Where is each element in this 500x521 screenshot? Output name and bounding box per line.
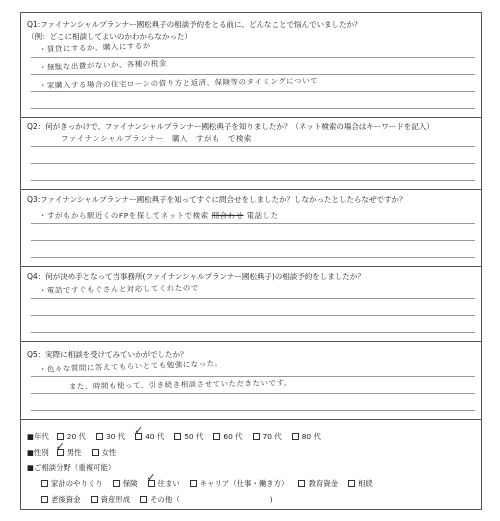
checkbox[interactable] (113, 480, 120, 487)
checkbox[interactable] (348, 480, 355, 487)
question-5: Q5：実際に相談を受けてみていかがでしたか？ (27, 350, 188, 359)
age-option[interactable]: 50 代 (174, 431, 203, 442)
age-option[interactable]: 70 代 (253, 431, 282, 442)
answer-rule (31, 180, 475, 181)
age-option[interactable]: 30 代 (96, 431, 125, 442)
topics-row-2 (41, 494, 273, 505)
gender-label: ■性別 (27, 448, 49, 457)
topic-option[interactable]: 保険 (113, 478, 138, 489)
question-3: Q3:ファイナンシャルプランナー國松典子を知ってすぐに問合せをしましたか？しなかったとしたらなぜですか？ (27, 195, 407, 204)
checkbox[interactable] (253, 433, 260, 440)
handwritten-answer-1-line-3: ・家購入する場合の住宅ローンの借り方と返済、保険等のタイミングについて (38, 76, 319, 90)
question-2: Q2：何がきっかけで、ファイナンシャルプランナー國松典子を知りましたか？（ネット検索の場合はキーワードを記入） (27, 122, 434, 131)
section-divider (21, 266, 481, 267)
age-option-checked[interactable]: ✓ 40 代 (134, 424, 165, 441)
answer-rule (31, 315, 475, 316)
handwritten-answer-3-struck-word: 問合わせ (211, 211, 244, 220)
checkbox[interactable] (213, 433, 220, 440)
gender-row (27, 440, 126, 458)
topics-label-row (27, 462, 115, 473)
answer-rule (31, 146, 475, 147)
age-option[interactable]: 80 代 (292, 431, 321, 442)
checkbox[interactable] (140, 496, 147, 503)
checkbox[interactable] (92, 449, 99, 456)
gender-option-checked[interactable]: ✓ 男性 (55, 440, 82, 457)
answer-rule (31, 257, 475, 258)
handwritten-answer-3-part-2: 電話した (246, 211, 279, 220)
checkbox[interactable] (292, 433, 299, 440)
question-1: Q1:ファイナンシャルプランナー國松典子の相談予約をとる前に、どんなことで悩んでいましたか？ (27, 20, 362, 29)
section-divider (21, 189, 481, 190)
handwritten-answer-3-line-1 (39, 210, 279, 221)
handwritten-answer-4-line-1: ・電話ですぐもぐさんと対応してくれたので (38, 283, 199, 295)
checkbox[interactable] (91, 496, 98, 503)
checkmark-icon: ✓ (134, 424, 144, 437)
topic-option-other[interactable]: その他（ (140, 494, 180, 505)
answer-rule (31, 91, 475, 92)
age-option[interactable]: 60 代 (213, 431, 242, 442)
answer-rule (31, 163, 475, 164)
checkbox[interactable] (41, 480, 48, 487)
topic-option[interactable]: キャリア（仕事・働き方） (190, 478, 289, 489)
topic-option[interactable]: 相続 (348, 478, 373, 489)
age-row (27, 424, 331, 442)
checkbox[interactable] (96, 433, 103, 440)
section-divider (21, 341, 481, 342)
handwritten-answer-5-line-1: ・色々な質問に答えてもらいとても勉強になった。 (38, 358, 223, 374)
section-divider (21, 117, 481, 118)
topic-option[interactable]: 家計のやりくり (41, 478, 103, 489)
answer-rule (31, 332, 475, 333)
checkbox[interactable] (190, 480, 197, 487)
handwritten-answer-1-line-1: ・賃貸にするか、購入にするか (38, 41, 151, 54)
answer-rule (31, 393, 475, 394)
answer-rule (31, 298, 475, 299)
topic-option[interactable]: 老後資金 (41, 494, 81, 505)
answer-rule (31, 74, 475, 75)
checkmark-icon: ✓ (55, 440, 65, 453)
age-option[interactable]: 20 代 (57, 431, 86, 442)
answer-rule (31, 410, 475, 411)
question-1-example: （例：どこに相談してよいのかわからなかった） (27, 32, 192, 41)
answer-rule (31, 57, 475, 58)
handwritten-answer-5-line-2: また、時間も使って、引き続き相談させていただきたいです。 (68, 378, 293, 391)
gender-option[interactable]: 女性 (92, 447, 117, 458)
checkbox[interactable] (57, 433, 64, 440)
topics-label: ■ご相談分野（重複可能） (27, 463, 116, 472)
section-divider (21, 419, 481, 420)
checkbox[interactable] (41, 496, 48, 503)
survey-sheet (20, 12, 482, 510)
checkmark-icon: ✓ (146, 471, 156, 484)
topic-option[interactable]: 資産形成 (91, 494, 131, 505)
checkbox[interactable] (298, 480, 305, 487)
handwritten-answer-2-line-1: ファイナンシャルプランナー 購入 すがも で検索 (61, 134, 252, 143)
checkbox[interactable] (174, 433, 181, 440)
answer-rule (31, 223, 475, 224)
topic-option[interactable]: 教育資金 (298, 478, 338, 489)
answer-rule (31, 108, 475, 109)
topics-row-1 (41, 471, 383, 489)
handwritten-answer-1-line-2: ・無駄な出費がないか、各種の税金 (38, 58, 167, 72)
question-4: Q4：何が決め手となって当事務所(ファイナンシャルプランナー國松典子)の相談予約をしましたか？ (27, 272, 365, 281)
topic-option-checked[interactable]: ✓ 住まい (146, 471, 180, 488)
age-label: ■年代 (27, 432, 49, 441)
handwritten-answer-3-part-1: ・すがもから駅近くのFPを探してネットで検索 (39, 211, 209, 220)
other-close-paren: ) (269, 495, 273, 504)
answer-rule (31, 240, 475, 241)
